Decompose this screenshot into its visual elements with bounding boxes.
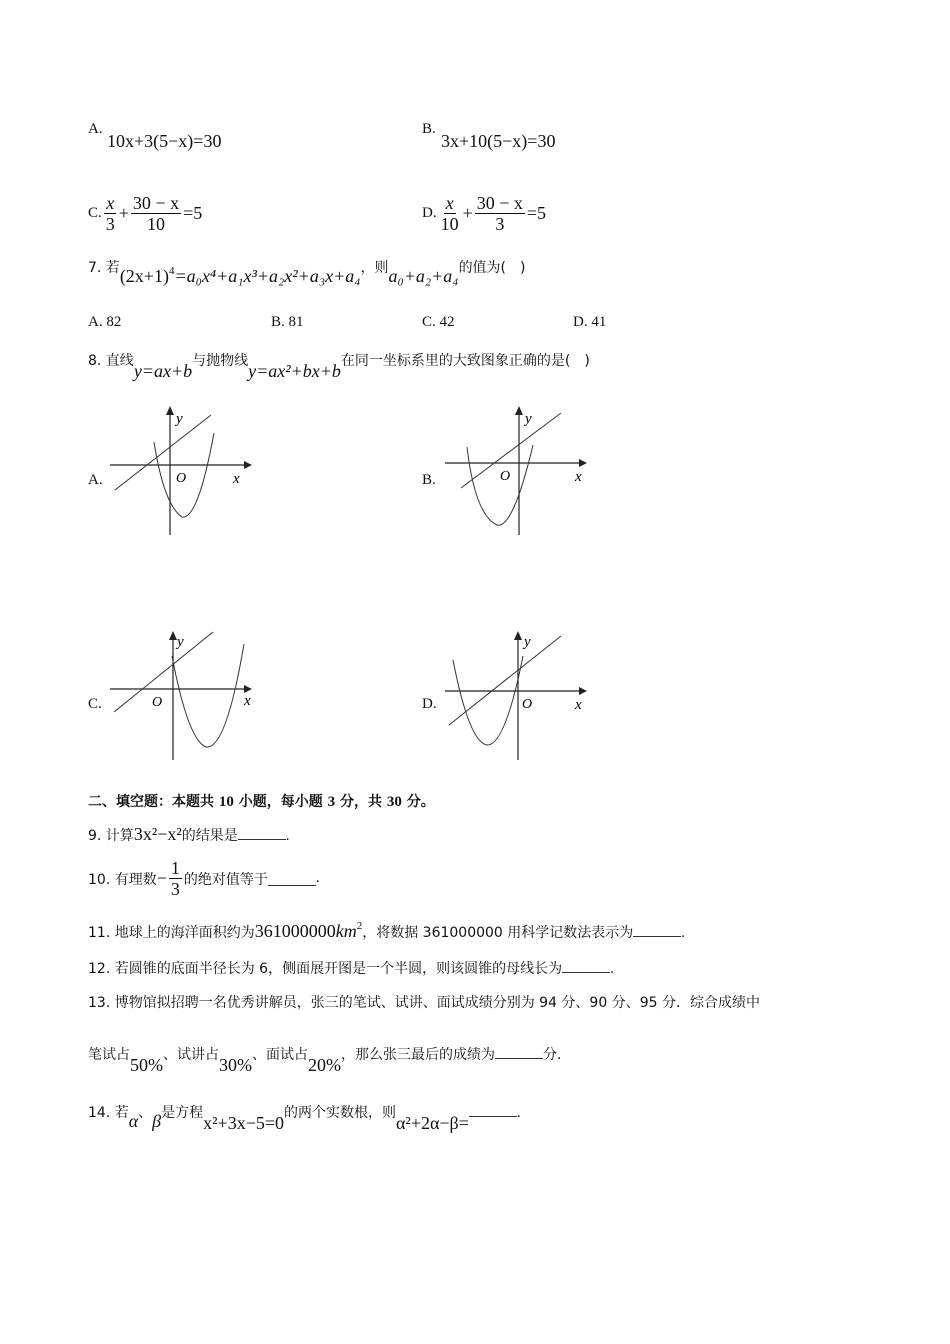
question-prefix: 9. 计算 [88, 828, 134, 844]
graph-b-label: B. [422, 472, 436, 488]
option-c-label: C. [88, 205, 102, 221]
question-prefix: 14. 若 [88, 1105, 129, 1121]
graph-c-label: C. [88, 696, 102, 712]
question-13-line2 [88, 1043, 562, 1075]
percent-lecture: 30% [219, 1055, 252, 1075]
line-expr: y=ax+b [133, 361, 193, 381]
question-10 [88, 858, 320, 899]
denominator: 3 [495, 214, 505, 234]
graph-a-label: A. [88, 472, 103, 488]
question-7 [88, 255, 526, 286]
text: 、试讲占 [163, 1047, 219, 1063]
graph-b [443, 405, 588, 535]
tail-text: 在同一坐标系里的大致图象正确的是( ) [340, 353, 590, 369]
q7-option-c: C. 42 [422, 314, 455, 330]
origin-label: O [500, 469, 511, 484]
y-axis-label: y [525, 411, 532, 427]
separator: 、 [138, 1105, 153, 1121]
answer-blank[interactable] [562, 958, 610, 973]
y-axis-label: y [176, 411, 183, 427]
question-prefix: 10. 有理数 [88, 871, 157, 888]
question-text: 12. 若圆锥的底面半径长为 6，侧面展开图是一个半圆，则该圆锥的母线长为 [88, 961, 563, 977]
question-number: 8. 直线 [88, 353, 134, 369]
then-text: ，则 [360, 260, 389, 276]
fraction [104, 193, 117, 234]
period: . [681, 925, 686, 941]
period: . [285, 828, 290, 844]
graph-a [108, 405, 253, 535]
fraction [475, 193, 525, 234]
plus: + [462, 203, 473, 223]
question-suffix: 的绝对值等于 [183, 871, 268, 888]
y-axis-label: y [524, 634, 531, 650]
question-11 [88, 920, 685, 942]
answer-blank[interactable] [469, 1102, 517, 1117]
parabola-expr: y=ax²+bx+b [248, 361, 341, 381]
period: . [315, 870, 320, 886]
question-suffix: 的结果是 [181, 828, 238, 844]
plus: + [118, 203, 129, 223]
text: 笔试占 [88, 1047, 130, 1063]
answer-blank[interactable] [238, 825, 286, 840]
x-axis-label: x [244, 693, 251, 709]
period: . [610, 961, 614, 977]
percent-interview: 20% [308, 1055, 341, 1075]
unit: km [335, 921, 357, 941]
q7-option-d: D. 41 [573, 314, 607, 330]
option-b-expr: 3x+10(5−x)=30 [441, 131, 556, 151]
section-title [88, 791, 435, 811]
numerator: 1 [170, 858, 180, 878]
expression: 3x²−x² [133, 824, 182, 844]
fraction [169, 858, 182, 899]
unit-end: 分. [543, 1047, 562, 1063]
option-c [88, 193, 202, 234]
question-14 [88, 1101, 521, 1133]
points-total: 30 [386, 794, 402, 810]
question-suffix: ，将数据 361000000 用科学记数法表示为 [362, 925, 634, 941]
x-axis-label: x [575, 469, 582, 485]
title-part: 分。 [401, 794, 435, 810]
graph-c [108, 630, 258, 760]
expr-left: (2x+1) [119, 266, 169, 286]
origin-label: O [152, 695, 163, 710]
text: 是方程 [161, 1105, 204, 1121]
beta: β [152, 1111, 162, 1131]
minus: − [156, 868, 167, 888]
q7-option-a: A. 82 [88, 314, 122, 330]
option-d [422, 193, 546, 234]
numerator: 30 − x [132, 193, 180, 213]
tail-text: 的值为( ) [458, 260, 526, 276]
origin-label: O [522, 697, 533, 712]
fraction [131, 193, 181, 234]
text: ，那么张三最后的成绩为 [341, 1047, 495, 1063]
option-a-label: A. [88, 121, 103, 137]
numerator: x [445, 193, 454, 213]
title-part: 二、填空题：本题共 [88, 794, 219, 810]
text: 的两个实数根，则 [284, 1105, 396, 1121]
question-count: 10 [218, 794, 234, 810]
q7-option-b: B. 81 [271, 314, 304, 330]
exponent: 4 [168, 265, 175, 277]
question-number: 7. 若 [88, 260, 120, 276]
period: . [516, 1105, 521, 1121]
denominator: 3 [170, 879, 180, 899]
target-expr: α²+2α−β= [396, 1113, 469, 1133]
title-part: 小题，每小题 [233, 794, 328, 810]
question-13-line1: 13. 博物馆拟招聘一名优秀讲解员，张三的笔试、试讲、面试成绩分别为 94 分、90 分、95 分．综合成绩中 [88, 995, 760, 1011]
answer-blank[interactable] [495, 1044, 543, 1059]
unit-exponent: 2 [356, 920, 363, 932]
option-b-label: B. [422, 121, 436, 137]
mid-text: 与抛物线 [192, 353, 249, 369]
percent-written: 50% [130, 1055, 163, 1075]
question-8 [88, 349, 590, 381]
rhs: =5 [526, 203, 547, 223]
question-9 [88, 824, 290, 845]
denominator: 10 [440, 214, 459, 234]
question-12 [88, 958, 614, 978]
graph-d [443, 630, 593, 760]
title-part: 分，共 [335, 794, 387, 810]
x-axis-label: x [233, 471, 240, 487]
denominator: 3 [105, 214, 115, 234]
graph-d-label: D. [422, 696, 437, 712]
denominator: 10 [147, 214, 165, 234]
points-each: 3 [327, 794, 336, 810]
numerator: x [106, 193, 115, 213]
question-prefix: 11. 地球上的海洋面积约为 [88, 925, 255, 941]
target-expr: a₀+a₂+a₄ [388, 266, 459, 286]
answer-blank[interactable] [268, 871, 316, 886]
equation: x²+3x−5=0 [203, 1113, 284, 1133]
x-axis-label: x [575, 697, 582, 713]
value: 361000000 [254, 921, 336, 941]
alpha: α [128, 1111, 139, 1131]
text: 、面试占 [252, 1047, 308, 1063]
numerator: 30 − x [476, 193, 523, 213]
option-d-label: D. [422, 205, 437, 221]
answer-blank[interactable] [633, 922, 681, 937]
y-axis-label: y [177, 634, 184, 650]
expr-right: =a₀x⁴+a₁x³+a₂x²+a₃x+a₄ [174, 266, 361, 286]
origin-label: O [176, 471, 187, 486]
rhs: =5 [183, 203, 203, 223]
fraction [439, 193, 461, 234]
option-a-expr: 10x+3(5−x)=30 [107, 131, 222, 151]
